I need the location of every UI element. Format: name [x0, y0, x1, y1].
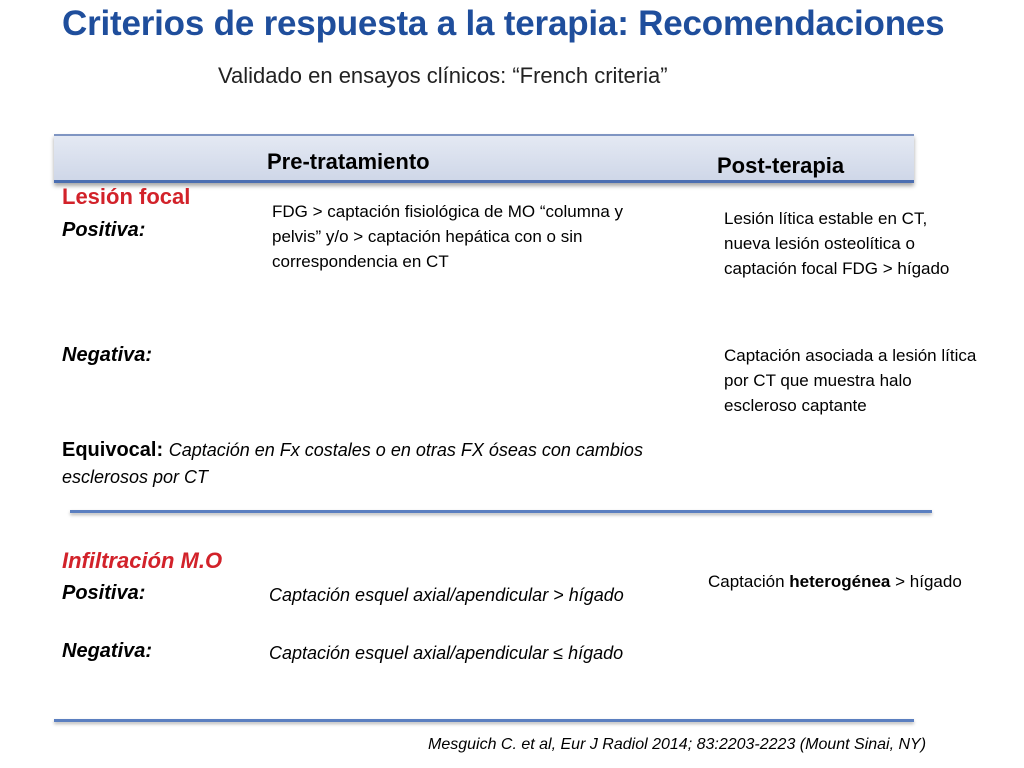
focal-positive-post: Lesión lítica estable en CT, nueva lesión osteolítica o captación focal FDG > hígado: [724, 209, 950, 278]
infiltration-heading: Infiltración M.O: [62, 548, 223, 573]
infiltration-post-emphasis: heterogénea: [789, 572, 891, 591]
equivocal-label: Equivocal: [62, 439, 157, 461]
equivocal-text: Captación en Fx costales o en otras FX óseas con cambios esclerosos por CT: [62, 440, 643, 487]
section-divider: [70, 510, 932, 513]
focal-heading: Lesión focal: [62, 184, 191, 209]
infiltration-positive-label: Positiva:: [62, 582, 146, 604]
bottom-divider: [54, 719, 914, 722]
focal-negative-label: Negativa:: [62, 344, 153, 366]
infiltration-positive-pre: Captación esquel axial/apendicular > hígado: [269, 585, 624, 605]
infiltration-negative-label: Negativa:: [62, 640, 153, 662]
focal-positive-pre: FDG > captación fisiológica de MO “columna y pelvis” y/o > captación hepática con o sin correspondencia en CT: [272, 202, 624, 271]
equivocal-row: Equivocal: Captación en Fx costales o en otras FX óseas con cambios esclerosos por CT: [62, 439, 643, 487]
citation: Mesguich C. et al, Eur J Radiol 2014; 83:2203-2223 (Mount Sinai, NY): [428, 736, 927, 753]
page-title: Criterios de respuesta a la terapia: Recomendaciones: [62, 4, 945, 43]
subtitle: Validado en ensayos clínicos: “French criteria”: [218, 63, 668, 88]
focal-negative-post: Captación asociada a lesión lítica por CT que muestra halo escleroso captante: [724, 346, 977, 415]
infiltration-post: Captación heterogénea > hígado: [708, 572, 962, 591]
column-header-post: Post-terapia: [717, 153, 845, 178]
focal-positive-label: Positiva:: [62, 219, 146, 241]
column-header-pre: Pre-tratamiento: [267, 149, 430, 174]
infiltration-negative-pre: Captación esquel axial/apendicular ≤ hígado: [269, 643, 624, 663]
